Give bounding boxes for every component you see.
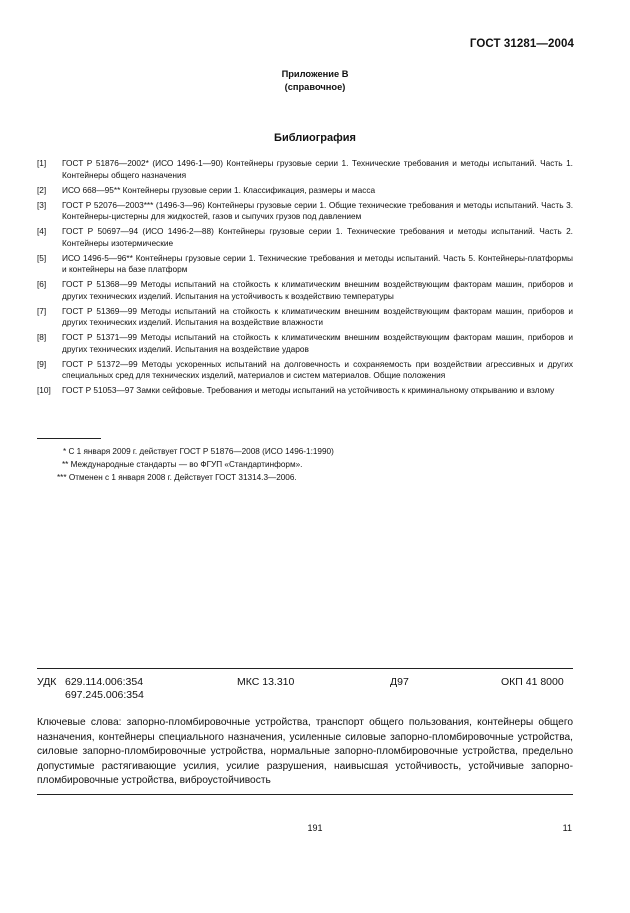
bibliography-title: Библиография — [274, 132, 356, 144]
mks-code: МКС 13.310 — [237, 676, 295, 688]
bibliography-entry — [37, 279, 573, 302]
entry-text: ГОСТ Р 51371—99 Методы испытаний на стойкость к климатическим внешним воздействующим факторам машин, приборов и других технических изделий. Испытания на воздействие ударов — [62, 332, 573, 354]
bibliography-entry — [37, 185, 573, 197]
entry-number: [10] — [37, 385, 51, 395]
entry-number: [4] — [37, 226, 47, 236]
entry-text: ГОСТ Р 50697—94 (ИСО 1496-2—88) Контейнеры грузовые серии 1. Технические требования и методы испытаний. Часть 2. Контейнеры изотермические — [62, 226, 573, 248]
bibliography-entry — [37, 385, 573, 397]
entry-number: [3] — [37, 199, 47, 210]
udk-code-2: 697.245.006:354 — [65, 689, 144, 701]
entry-number: [6] — [37, 279, 47, 289]
entry-number: [2] — [37, 184, 47, 195]
entry-text: ГОСТ Р 52076—2003*** (1496-3—96) Контейнеры грузовые серии 1. Общие технические требования и методы испытаний. Часть 3. Контейнеры-цистерны для жидкостей, газов и сыпучих грузов под давлением — [62, 199, 573, 221]
entry-text: ИСО 668—95** Контейнеры грузовые серии 1. Классификация, размеры и масса — [62, 184, 376, 195]
udk-code-1: 629.114.006:354 — [65, 676, 144, 688]
appendix-type: (справочное) — [284, 82, 346, 92]
entry-number: [8] — [37, 332, 47, 342]
bibliography-entry — [37, 306, 573, 329]
footnote-1: * С 1 января 2009 г. действует ГОСТ Р 51876—2008 (ИСО 1496-1:1990) — [63, 447, 334, 456]
entry-text: ГОСТ Р 51368—99 Методы испытаний на стойкость к климатическим внешним воздействующим факторам машин, приборов и других технических изделий. Испытания на устойчивость к воздействию температуры — [62, 279, 573, 301]
entry-text: ГОСТ Р 51053—97 Замки сейфовые. Требования и методы испытаний на устойчивость к криминальному открыванию и взлому — [62, 385, 555, 395]
keywords-bottom-rule — [37, 794, 573, 795]
bibliography-entry — [37, 253, 573, 276]
footnote-3: *** Отменен с 1 января 2008 г. Действует ГОСТ 31314.3—2006. — [57, 473, 297, 482]
bibliography-entry — [37, 359, 573, 382]
entry-number: [7] — [37, 305, 47, 316]
footnote-2: ** Международные стандарты — во ФГУП «Стандартинформ». — [62, 460, 303, 469]
bibliography-entry — [37, 332, 573, 355]
keywords-paragraph: Ключевые слова: запорно-пломбировочные устройства, транспорт общего пользования, контейнеры общего назначения, контейнеры специального назначения, усиленные силовые запорно-пломбировочные устройства, силовые запорно-пломбировочные устройства, нормальные запорно-пломбировочные устройства, предельно допустимые растягивающие усилия, усилие разрушения, наивысшая устойчивость, устойчивые запорно-пломбировочные устройства, виброустойчивость — [37, 717, 573, 786]
page-number-center: 191 — [307, 823, 323, 833]
entry-number: [1] — [37, 158, 47, 168]
standard-code: ГОСТ 31281—2004 — [469, 38, 574, 50]
footnote-separator — [37, 438, 101, 439]
bibliography-list — [37, 158, 573, 400]
entry-number: [9] — [37, 358, 47, 369]
okp-code: ОКП 41 8000 — [501, 676, 564, 688]
appendix-title: Приложение В — [281, 69, 349, 79]
page-number-right: 11 — [562, 823, 572, 833]
entry-text: ИСО 1496-5—96** Контейнеры грузовые серии 1. Технические требования и методы испытаний. Часть 5. Контейнеры-платформы и контейнеры на базе платформ — [62, 252, 573, 274]
bibliography-entry — [37, 200, 573, 223]
bibliography-entry — [37, 158, 573, 181]
entry-number: [5] — [37, 252, 47, 263]
udk-label: УДК — [37, 676, 57, 688]
class-code: Д97 — [390, 676, 409, 688]
classification-top-rule — [37, 668, 573, 669]
entry-text: ГОСТ Р 51369—99 Методы испытаний на стойкость к климатическим внешним воздействующим факторам машин, приборов и других технических изделий. Испытания на воздействие влажности — [62, 305, 573, 327]
bibliography-entry — [37, 226, 573, 249]
entry-text: ГОСТ Р 51372—99 Методы ускоренных испытаний на долговечность и сохраняемость при воздействии агрессивных и других специальных сред для технических изделий, материалов и систем материалов. Общие положения — [62, 358, 573, 380]
entry-text: ГОСТ Р 51876—2002* (ИСО 1496-1—90) Контейнеры грузовые серии 1. Технические требования и методы испытаний. Часть 1. Контейнеры общего назначения — [62, 158, 573, 180]
